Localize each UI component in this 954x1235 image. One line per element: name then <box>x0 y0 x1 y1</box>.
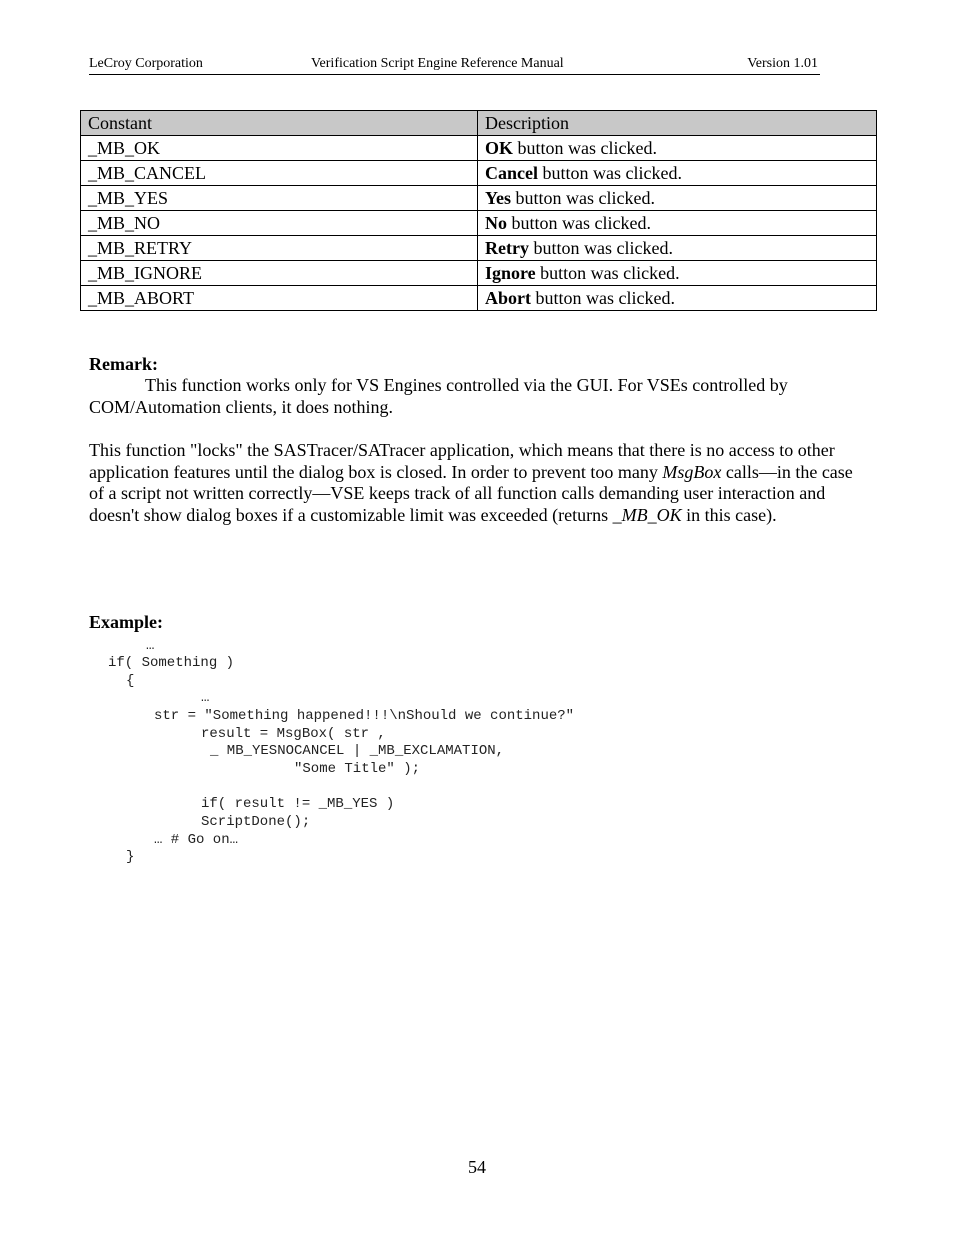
code-line: _ MB_YESNOCANCEL | _MB_EXCLAMATION, <box>210 743 505 759</box>
button-name: OK <box>485 138 514 158</box>
code-line: … <box>146 638 155 654</box>
remark-heading: Remark: <box>89 354 158 374</box>
description-text: button was clicked. <box>531 288 675 308</box>
description-text: button was clicked. <box>538 163 682 183</box>
code-line: if( result != _MB_YES ) <box>201 796 395 812</box>
code-line: "Some Title" ); <box>294 761 421 777</box>
description-text: button was clicked. <box>513 138 657 158</box>
table-header-row <box>81 111 877 136</box>
code-line: ScriptDone(); <box>201 814 311 830</box>
constant-cell: _MB_CANCEL <box>81 161 478 186</box>
description-cell <box>478 286 877 311</box>
button-name: Retry <box>485 238 529 258</box>
mb-ok-reference: _MB_OK <box>612 504 682 525</box>
description-cell <box>478 186 877 211</box>
description-cell <box>478 211 877 236</box>
code-line: … # Go on… <box>154 832 239 848</box>
table-row <box>81 236 877 261</box>
table-row <box>81 186 877 211</box>
code-line: … <box>201 690 210 706</box>
code-line: if( Something ) <box>108 655 235 671</box>
code-line: } <box>126 849 135 865</box>
remark-paragraph-2 <box>89 440 869 526</box>
code-line: str = "Something happened!!!\nShould we continue?" <box>154 708 575 724</box>
paragraph-text: in this case). <box>681 504 777 525</box>
paragraph-text: calls—in the case of a script not written correctly—VSE keeps track of all function calls demanding user interaction and doesn't show dialog boxes if a customizable limit was exceeded (returns <box>89 461 853 525</box>
description-text: button was clicked. <box>511 188 655 208</box>
button-name: Ignore <box>485 263 536 283</box>
page-number: 54 <box>468 1157 486 1177</box>
code-line: { <box>126 673 135 689</box>
button-name: Abort <box>485 288 531 308</box>
description-text: button was clicked. <box>507 213 651 233</box>
description-cell <box>478 161 877 186</box>
constant-cell: _MB_OK <box>81 136 478 161</box>
header-company: LeCroy Corporation <box>89 56 203 71</box>
paragraph-text: This function "locks" the SASTracer/SATracer application, which means that there is no access to other application features until the dialog box is closed. In order to prevent too many <box>89 440 835 482</box>
description-cell <box>478 261 877 286</box>
code-line: result = MsgBox( str , <box>201 726 386 742</box>
table-row <box>81 211 877 236</box>
column-header-description: Description <box>478 111 877 136</box>
msgbox-reference: MsgBox <box>662 461 722 482</box>
constant-cell: _MB_NO <box>81 211 478 236</box>
table-row <box>81 286 877 311</box>
table-row <box>81 136 877 161</box>
button-name: Yes <box>485 188 511 208</box>
button-name: No <box>485 213 507 233</box>
header-title: Verification Script Engine Reference Manual <box>311 56 564 71</box>
table-row <box>81 161 877 186</box>
page-header <box>89 56 820 75</box>
remark-paragraph-1: This function works only for VS Engines controlled via the GUI. For VSEs controlled by COM/Automation clients, it does nothing. <box>89 375 788 417</box>
description-text: button was clicked. <box>528 238 673 258</box>
table-row <box>81 261 877 286</box>
header-version: Version 1.01 <box>747 56 818 71</box>
description-cell <box>478 236 877 261</box>
constant-cell: _MB_ABORT <box>81 286 478 311</box>
description-cell <box>478 136 877 161</box>
example-heading: Example: <box>89 612 163 632</box>
constant-cell: _MB_YES <box>81 186 478 211</box>
constant-cell: _MB_IGNORE <box>81 261 478 286</box>
description-text: button was clicked. <box>535 263 680 283</box>
button-name: Cancel <box>485 163 538 183</box>
constant-cell: _MB_RETRY <box>81 236 478 261</box>
constants-table <box>80 110 877 311</box>
column-header-constant: Constant <box>81 111 478 136</box>
